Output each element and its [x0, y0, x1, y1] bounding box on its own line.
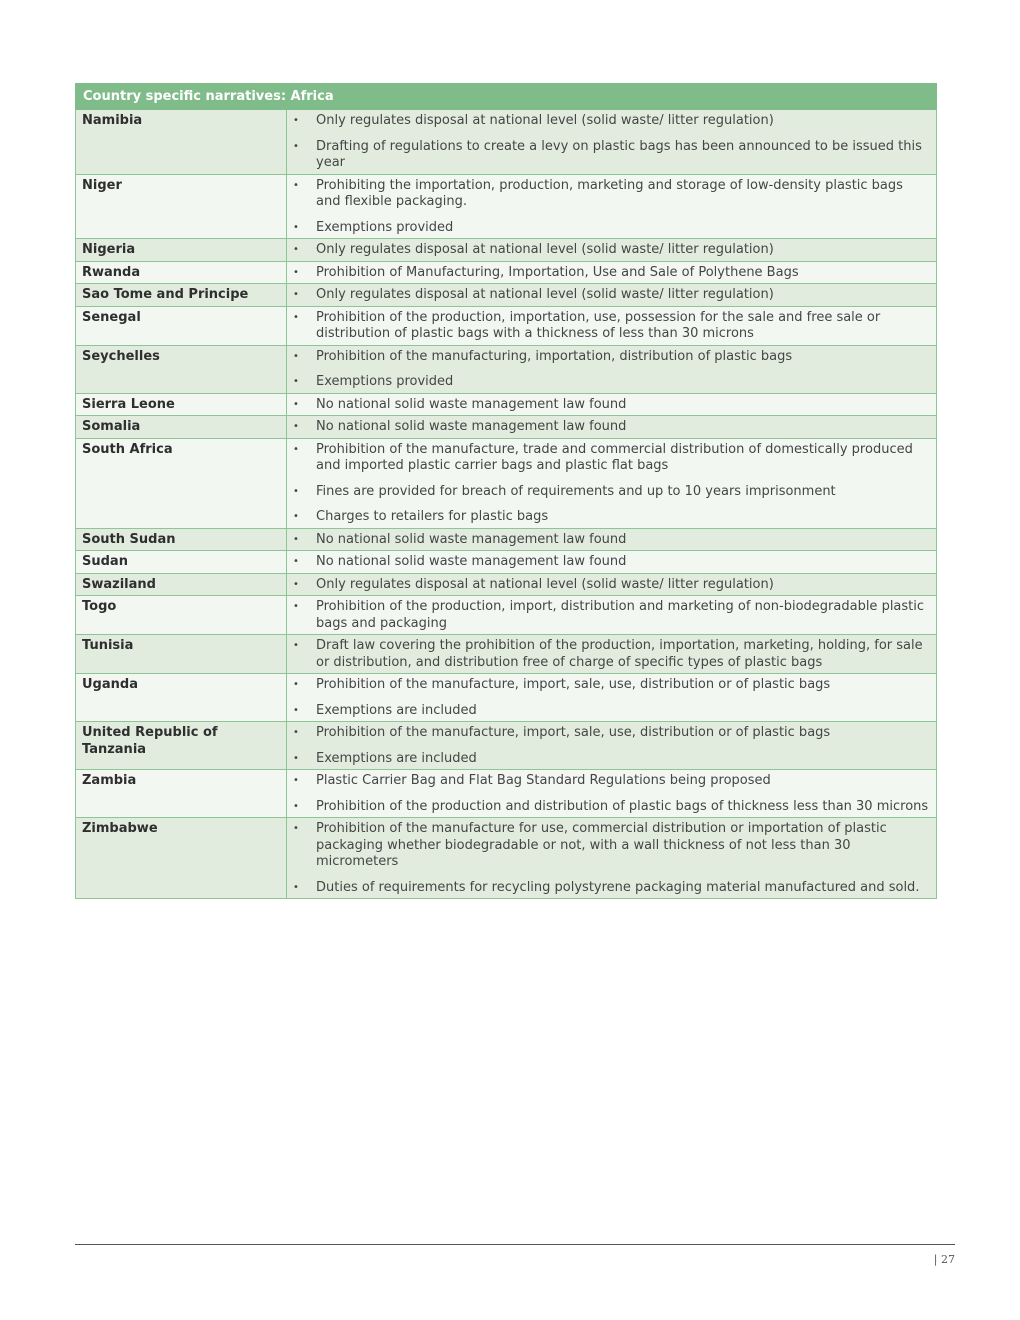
list-item: [293, 419, 930, 436]
page-separator: |: [933, 1253, 938, 1266]
list-item: [293, 442, 930, 475]
narrative-cell: [287, 770, 937, 818]
narrative-text: Charges to retailers for plastic bags: [316, 509, 549, 524]
bullet-icon: •: [293, 578, 299, 590]
table-row: [76, 596, 937, 635]
country-cell: Nigeria: [76, 239, 287, 262]
list-item: [293, 725, 930, 742]
bullet-icon: •: [293, 640, 299, 651]
narrative-list: [293, 773, 930, 815]
bullet-icon: •: [293, 289, 299, 300]
narrative-text: Prohibition of the manufacture, trade and commercial distribution of domestically produced and imported plastic carrier bags and plastic flat bags: [316, 441, 913, 473]
narrative-cell: [287, 674, 937, 722]
narrative-text: Prohibition of the manufacturing, importation, distribution of plastic bags: [316, 348, 793, 364]
list-item: [293, 287, 930, 304]
narrative-list: [293, 113, 930, 172]
bullet-icon: •: [293, 443, 299, 455]
table-row: [76, 416, 937, 439]
narrative-text: No national solid waste management law found: [316, 531, 627, 547]
table-row: [76, 174, 937, 239]
bullet-icon: •: [293, 881, 299, 893]
narrative-text: Only regulates disposal at national level (solid waste/ litter regulation): [316, 242, 774, 257]
list-item: [293, 139, 930, 172]
narrative-cell: [287, 596, 937, 635]
bullet-icon: •: [293, 601, 299, 612]
list-item: [293, 178, 930, 211]
narrative-text: Only regulates disposal at national level (solid waste/ litter regulation): [316, 287, 774, 302]
bullet-icon: •: [293, 511, 299, 522]
narrative-list: [293, 397, 930, 414]
narrative-text: No national solid waste management law found: [316, 396, 627, 412]
table-row: [76, 239, 937, 262]
list-item: [293, 677, 930, 694]
narrative-list: [293, 638, 930, 671]
country-cell: Sierra Leone: [76, 393, 287, 416]
narrative-list: [293, 725, 930, 767]
table-row: [76, 438, 937, 528]
narrative-text: Only regulates disposal at national level (solid waste/ litter regulation): [316, 576, 774, 592]
list-item: [293, 310, 930, 343]
country-cell: United Republic of Tanzania: [76, 722, 287, 770]
narrative-list: [293, 599, 930, 632]
bullet-icon: •: [293, 311, 299, 323]
list-item: [293, 638, 930, 671]
narrative-cell: [287, 635, 937, 674]
table-row: [76, 551, 937, 574]
bullet-icon: •: [293, 398, 299, 410]
page-number-value: 27: [941, 1253, 955, 1266]
narrative-cell: [287, 573, 937, 596]
list-item: [293, 751, 930, 768]
list-item: [293, 374, 930, 391]
list-item: [293, 397, 930, 414]
list-item: [293, 265, 930, 282]
bullet-icon: •: [293, 556, 299, 567]
narrative-list: [293, 242, 930, 259]
country-cell: Somalia: [76, 416, 287, 439]
narrative-cell: [287, 306, 937, 345]
table-row: [76, 345, 937, 393]
narrative-cell: [287, 722, 937, 770]
narrative-list: [293, 442, 930, 526]
narrative-text: Prohibition of Manufacturing, Importation, Use and Sale of Polythene Bags: [316, 264, 799, 280]
bullet-icon: •: [293, 221, 299, 233]
narrative-list: [293, 419, 930, 436]
table-row: [76, 674, 937, 722]
narrative-cell: [287, 261, 937, 284]
narrative-list: [293, 821, 930, 896]
list-item: [293, 773, 930, 790]
list-item: [293, 220, 930, 237]
table-title: Country specific narratives: Africa: [76, 84, 937, 110]
bullet-icon: •: [293, 421, 299, 432]
narrative-text: Prohibition of the manufacture, import, sale, use, distribution or of plastic bags: [316, 725, 831, 740]
table-row: [76, 306, 937, 345]
narrative-list: [293, 577, 930, 594]
bullet-icon: •: [293, 533, 299, 545]
footer-divider: [75, 1244, 955, 1245]
country-cell: South Sudan: [76, 528, 287, 551]
table-row: [76, 722, 937, 770]
bullet-icon: •: [293, 140, 299, 152]
bullet-icon: •: [293, 485, 299, 497]
country-cell: Togo: [76, 596, 287, 635]
table-row: [76, 770, 937, 818]
bullet-icon: •: [293, 679, 299, 690]
narrative-text: Exemptions are included: [316, 702, 477, 718]
narrative-text: Prohibition of the production and distribution of plastic bags of thickness less than 30 microns: [316, 798, 929, 814]
country-cell: Seychelles: [76, 345, 287, 393]
narrative-text: Fines are provided for breach of requirements and up to 10 years imprisonment: [316, 483, 836, 499]
table-row: [76, 818, 937, 899]
bullet-icon: •: [293, 376, 299, 387]
country-cell: Zambia: [76, 770, 287, 818]
narrative-cell: [287, 174, 937, 239]
table-row: [76, 393, 937, 416]
country-cell: Tunisia: [76, 635, 287, 674]
table-row: [76, 635, 937, 674]
narrative-text: No national solid waste management law found: [316, 554, 627, 569]
bullet-icon: •: [293, 823, 299, 834]
country-cell: Uganda: [76, 674, 287, 722]
bullet-icon: •: [293, 115, 299, 126]
narrative-text: Prohibition of the manufacture, import, sale, use, distribution or of plastic bags: [316, 677, 831, 692]
country-cell: Niger: [76, 174, 287, 239]
narrative-text: Exemptions are included: [316, 750, 477, 766]
narrative-text: Plastic Carrier Bag and Flat Bag Standard Regulations being proposed: [316, 773, 771, 788]
country-cell: Namibia: [76, 110, 287, 175]
table-header-row: [76, 84, 937, 110]
narrative-list: [293, 287, 930, 304]
country-cell: Sao Tome and Principe: [76, 284, 287, 307]
narrative-cell: [287, 528, 937, 551]
narrative-text: Only regulates disposal at national level (solid waste/ litter regulation): [316, 113, 774, 128]
narrative-cell: [287, 416, 937, 439]
narrative-text: Prohibiting the importation, production, marketing and storage of low-density plastic bags and flexible packaging.: [316, 177, 903, 209]
list-item: [293, 599, 930, 632]
bullet-icon: •: [293, 266, 299, 278]
list-item: [293, 532, 930, 549]
list-item: [293, 577, 930, 594]
africa-narratives-table: [75, 83, 937, 899]
narrative-list: [293, 265, 930, 282]
page-number: [934, 1253, 955, 1266]
narrative-cell: [287, 551, 937, 574]
list-item: [293, 509, 930, 526]
country-cell: South Africa: [76, 438, 287, 528]
narrative-list: [293, 554, 930, 571]
narrative-text: No national solid waste management law found: [316, 419, 627, 434]
list-item: [293, 484, 930, 501]
bullet-icon: •: [293, 704, 299, 716]
narrative-cell: [287, 818, 937, 899]
bullet-icon: •: [293, 727, 299, 738]
table-row: [76, 261, 937, 284]
list-item: [293, 880, 930, 897]
bullet-icon: •: [293, 752, 299, 764]
narrative-cell: [287, 393, 937, 416]
table-row: [76, 573, 937, 596]
narrative-text: Prohibition of the production, import, distribution and marketing of non-biodegradable plastic bags and packaging: [316, 599, 925, 631]
list-item: [293, 554, 930, 571]
narrative-list: [293, 532, 930, 549]
narrative-cell: [287, 438, 937, 528]
country-cell: Zimbabwe: [76, 818, 287, 899]
narrative-cell: [287, 345, 937, 393]
table-row: [76, 528, 937, 551]
narrative-list: [293, 310, 930, 343]
narrative-cell: [287, 284, 937, 307]
narrative-text: Prohibition of the manufacture for use, commercial distribution or importation of plastic packaging whether biodegradable or not, with a wall thickness of not less than 30 micrometers: [316, 821, 887, 869]
table-row: [76, 284, 937, 307]
country-cell: Rwanda: [76, 261, 287, 284]
table-row: [76, 110, 937, 175]
narrative-text: Drafting of regulations to create a levy on plastic bags has been announced to be issued this year: [316, 138, 922, 170]
country-cell: Senegal: [76, 306, 287, 345]
table-body: [76, 110, 937, 899]
list-item: [293, 799, 930, 816]
list-item: [293, 703, 930, 720]
narrative-text: Prohibition of the production, importation, use, possession for the sale and free sale or distribution of plastic bags with a thickness of less than 30 microns: [316, 309, 881, 341]
narrative-text: Exemptions provided: [316, 374, 454, 389]
bullet-icon: •: [293, 775, 299, 786]
bullet-icon: •: [293, 179, 299, 191]
bullet-icon: •: [293, 350, 299, 362]
list-item: [293, 349, 930, 366]
narrative-text: Exemptions provided: [316, 219, 454, 235]
narrative-list: [293, 178, 930, 237]
narrative-cell: [287, 110, 937, 175]
bullet-icon: •: [293, 244, 299, 255]
bullet-icon: •: [293, 800, 299, 812]
narrative-list: [293, 349, 930, 391]
list-item: [293, 113, 930, 130]
narrative-text: Draft law covering the prohibition of the production, importation, marketing, holding, for sale or distribution, and distribution free of charge of specific types of plastic bags: [316, 638, 923, 670]
list-item: [293, 242, 930, 259]
country-cell: Swaziland: [76, 573, 287, 596]
list-item: [293, 821, 930, 871]
narrative-text: Duties of requirements for recycling polystyrene packaging material manufactured and sold.: [316, 879, 920, 895]
narrative-cell: [287, 239, 937, 262]
narrative-list: [293, 677, 930, 719]
country-cell: Sudan: [76, 551, 287, 574]
